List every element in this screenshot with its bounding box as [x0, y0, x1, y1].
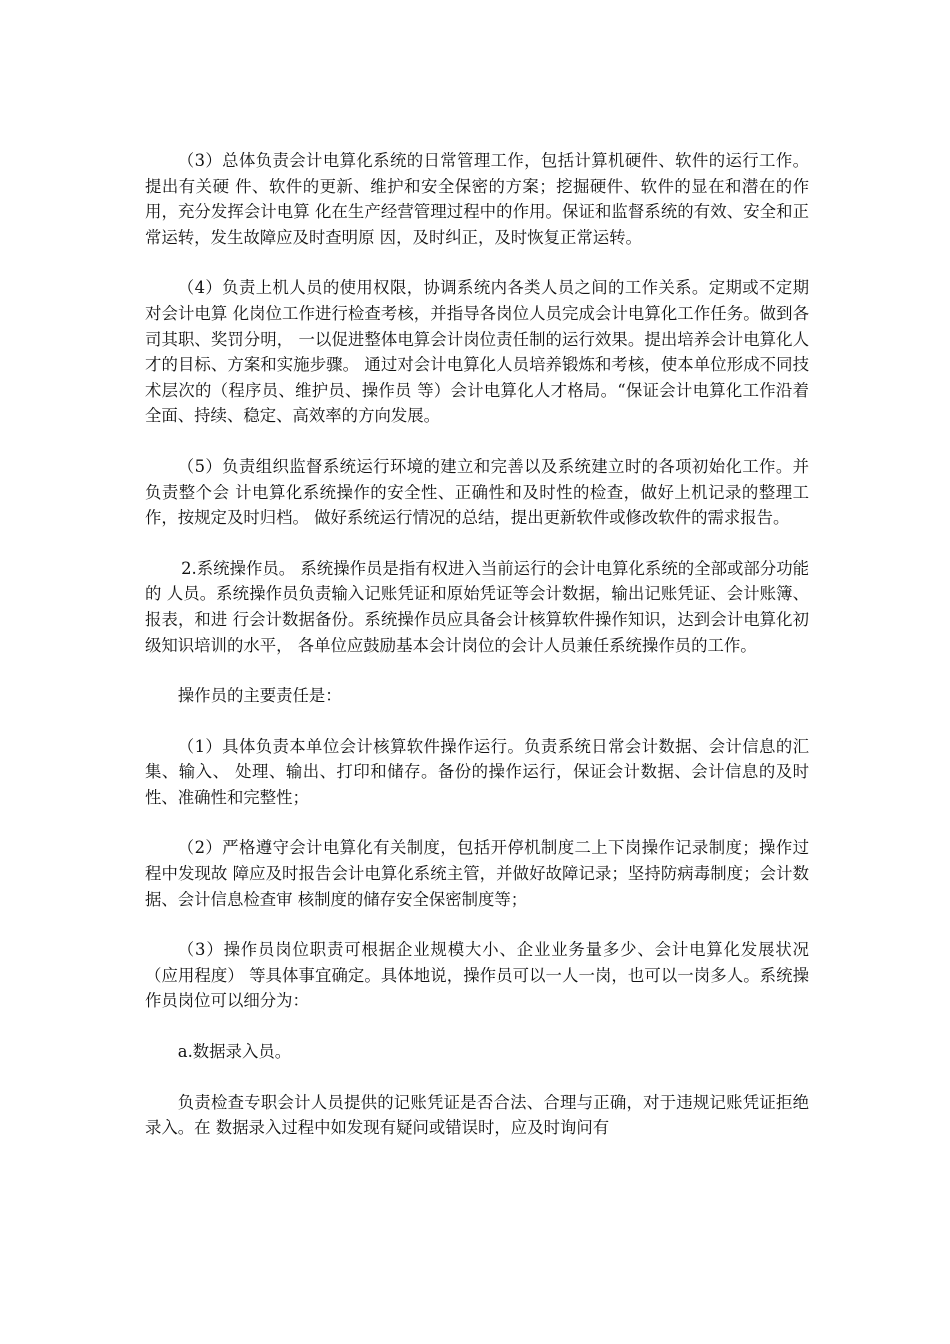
document-body: [145, 148, 809, 1166]
paragraph-data-entry-clerk-heading: a.数据录入员。: [177, 1042, 292, 1062]
paragraph-operator-duty-1: （1）具体负责本单位会计核算软件操作运行。负责系统日常会计数据、会计信息的汇集、输入、 处理、输出、打印和储存。备份的操作运行，保证会计数据、会计信息的及时性、准确性和完整性；: [145, 736, 809, 807]
paragraph-data-entry-clerk-duty: 负责检查专职会计人员提供的记账凭证是否合法、合理与正确，对于违规记账凭证拒绝录入。在 数据录入过程中如发现有疑问或错误时，应及时询问有: [145, 1092, 809, 1138]
paragraph-operator-duty-2: （2）严格遵守会计电算化有关制度，包括开停机制度二上下岗操作记录制度；操作过程中发现故 障应及时报告会计电算化系统主管，并做好故障记录；坚持防病毒制度；会计数据、会计信息检查审 核制度的储存安全保密制度等；: [145, 838, 809, 909]
paragraph-system-manager-duty-3: （3）总体负责会计电算化系统的日常管理工作，包括计算机硬件、软件的运行工作。提出有关硬 件、软件的更新、维护和安全保密的方案；挖掘硬件、软件的显在和潜在的作用，充分发挥会计电算 化在生产经营管理过程中的作用。保证和监督系统的有效、安全和正常运转，发生故障应及时查明原 因，及时纠正，及时恢复正常运转。: [145, 151, 809, 247]
paragraph-system-manager-duty-4: （4）负责上机人员的使用权限，协调系统内各类人员之间的工作关系。定期或不定期对会计电算 化岗位工作进行检查考核，并指导各岗位人员完成会计电算化工作任务。做到各司其职、奖罚分明， 一以促进整体电算会计岗位责任制的运行效果。提出培养会计电算化人才的目标、方案和实施步骤。 通过对会计电算化人员培养锻炼和考核，使本单位形成不同技术层次的（程序员、维护员、操作员 等）会计电算化人才格局。“保证会计电算化工作沿着全面、持续、稳定、高效率的方向发展。: [145, 278, 809, 426]
paragraph-operator-duty-3: （3）操作员岗位职责可根据企业规模大小、企业业务量多少、会计电算化发展状况（应用程度） 等具体事宜确定。具体地说，操作员可以一人一岗，也可以一岗多人。系统操作员岗位可以细分为：: [145, 940, 809, 1011]
paragraph-system-operator: 2.系统操作员。 系统操作员是指有权进入当前运行的会计电算化系统的全部或部分功能的 人员。系统操作员负责输入记账凭证和原始凭证等会计数据，输出记账凭证、会计账簿、报表，和进 行会计数据备份。系统操作员应具备会计核算软件操作知识，达到会计电算化初级知识培训的水平， 各单位应鼓励基本会计岗位的会计人员兼任系统操作员的工作。: [145, 558, 809, 655]
paragraph-operator-responsibilities-heading: 操作员的主要责任是：: [177, 686, 342, 706]
paragraph-system-manager-duty-5: （5）负责组织监督系统运行环境的建立和完善以及系统建立时的各项初始化工作。并负责整个会 计电算化系统操作的安全性、正确性和及时性的检查，做好上机记录的整理工作，按规定及时归档。 做好系统运行情况的总结，提出更新软件或修改软件的需求报告。: [145, 456, 809, 528]
